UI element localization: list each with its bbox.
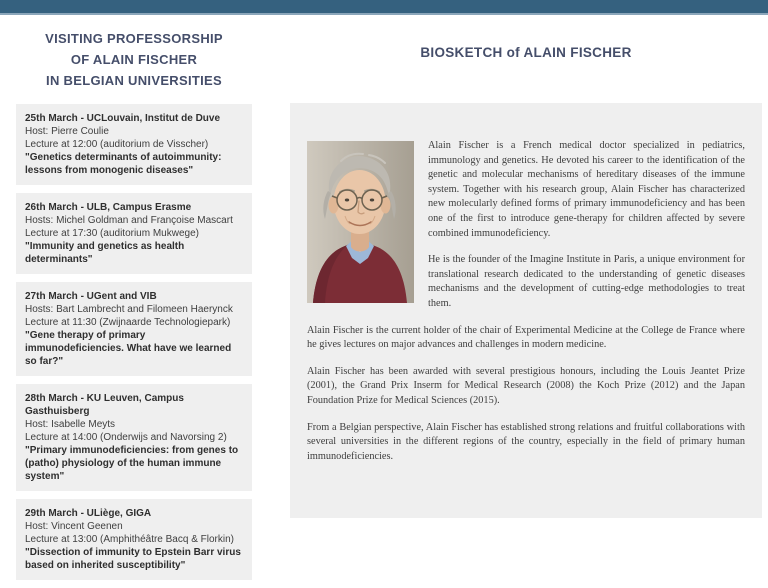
event-lecture-info: Lecture at 14:00 (Onderwijs and Navorsing 2) (25, 432, 227, 443)
event-talk-title: "Primary immunodeficiencies: from genes to (patho) physiology of the human immune system" (25, 445, 239, 482)
event-card-29th-march (16, 499, 252, 580)
event-talk-title: "Gene therapy of primary immunodeficiencies. What have we learned so far?" (25, 330, 232, 367)
event-lecture-info: Lecture at 13:00 (Amphithéâtre Bacq & Florkin) (25, 534, 234, 545)
schedule-column (16, 15, 252, 588)
event-host: Host: Pierre Coulie (25, 126, 109, 137)
event-lecture-info: Lecture at 11:30 (Zwijnaarde Technologiepark) (25, 317, 231, 328)
event-talk-title: "Genetics determinants of autoimmunity: lessons from monogenic diseases" (25, 152, 222, 176)
event-list (16, 104, 252, 580)
event-heading: 29th March - ULiège, GIGA (25, 508, 152, 519)
event-lecture-info: Lecture at 17:30 (auditorium Mukwege) (25, 228, 199, 239)
page-title-line-1: VISITING PROFESSORSHIP (45, 31, 223, 46)
event-host: Hosts: Bart Lambrecht and Filomeen Haerynck (25, 304, 233, 315)
portrait-photo-illustration (307, 141, 414, 303)
page-title-line-3: IN BELGIAN UNIVERSITIES (46, 73, 222, 88)
biosketch-column (290, 0, 762, 462)
event-talk-title: "Dissection of immunity to Epstein Barr virus based on inherited susceptibility" (25, 547, 241, 571)
portrait-photo (307, 141, 414, 303)
page-title (16, 28, 252, 91)
biosketch-panel (290, 103, 762, 518)
bio-paragraph-5: From a Belgian perspective, Alain Fischer has established strong relations and fruitful collaborations with several universities in the different regions of the country, especially in the field of primary human immunodeficiencies. (307, 421, 745, 462)
event-heading: 26th March - ULB, Campus Erasme (25, 202, 192, 213)
event-card-27th-march (16, 282, 252, 376)
bio-paragraph-1: Alain Fischer is a French medical doctor specialized in pediatrics, immunology and genetics. He devoted his career to the identification of the genetic and molecular mechanisms of hereditary diseases of the immune system. Together with his research group, Alain Fischer has characterized new molecularly defined forms of primary immunodeficiency and has been one of the first to introduce gene-therapy for children affected by severe combined immunodeficiency. (428, 140, 745, 239)
event-lecture-info: Lecture at 12:00 (auditorium de Visscher) (25, 139, 209, 150)
event-card-26th-march (16, 193, 252, 274)
bio-paragraph-2: He is the founder of the Imagine Institute in Paris, a unique environment for translational research dedicated to the understanding of genetic diseases mechanisms and the development of cutting-edge methodologies to treat them. (428, 254, 745, 309)
event-card-28th-march (16, 384, 252, 491)
event-host: Host: Vincent Geenen (25, 521, 123, 532)
event-heading: 25th March - UCLouvain, Institut de Duve (25, 113, 221, 124)
event-heading: 28th March - KU Leuven, Campus Gasthuisberg (25, 393, 184, 417)
event-talk-title: "Immunity and genetics as health determinants" (25, 241, 185, 265)
page-title-line-2: OF ALAIN FISCHER (70, 52, 198, 67)
event-host: Host: Isabelle Meyts (25, 419, 116, 430)
biosketch-heading: BIOSKETCH of ALAIN FISCHER (420, 45, 632, 60)
event-host: Hosts: Michel Goldman and Françoise Mascart (25, 215, 233, 226)
event-card-25th-march (16, 104, 252, 185)
bio-paragraph-4: Alain Fischer has been awarded with several prestigious honours, including the Louis Jeantet Prize (2001), the Grand Prix Inserm for Medical Research (2008) the Koch Prize (2012) and the Japan Foundation Prize for Medical Sciences (2015). (307, 365, 745, 406)
event-heading: 27th March - UGent and VIB (25, 291, 157, 302)
bio-paragraph-3: Alain Fischer is the current holder of the chair of Experimental Medicine at the College de France where he gives lectures on major advances and challenges in modern medicine. (307, 324, 745, 351)
